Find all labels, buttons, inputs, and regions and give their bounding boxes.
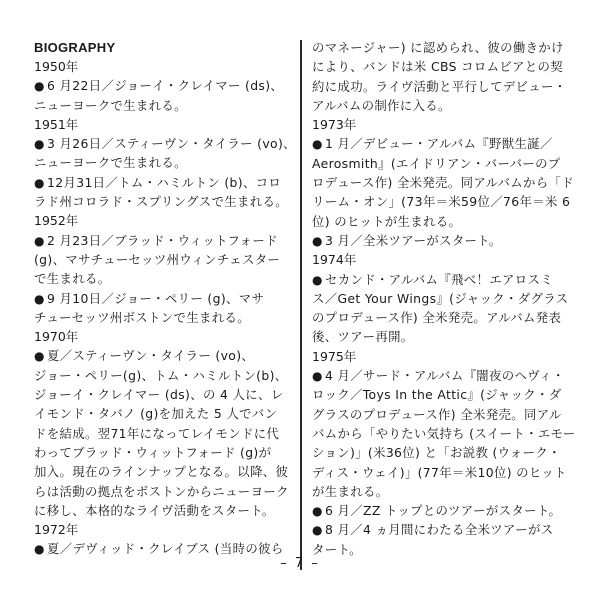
year-heading: 1952年 (34, 213, 79, 229)
entry-text-line: バムから「やりたい気持ち (スイート・エモー (312, 425, 576, 441)
year-heading: 1974年 (312, 252, 357, 268)
entry-line (312, 289, 576, 308)
year-heading: 1972年 (34, 522, 79, 538)
entry-text-line: に移し、本格的なライヴ活動をスタート。 (34, 502, 275, 518)
entry-text-line: リーム・オン」(73年＝米59位／76年＝米 6 (312, 194, 571, 210)
bullet-icon: ● (312, 137, 323, 152)
entry-line (312, 520, 576, 539)
entry-text-line: ロデュース作) 全米発売。同アルバムから「ド (312, 175, 574, 191)
entry-text-line: 約に成功。ライヴ活動と平行してデビュー・ (312, 78, 567, 94)
entry-line (312, 270, 576, 289)
entry-text-line: (g)、マサチューセッツ州ウィンチェスター (34, 251, 281, 267)
year-heading: 1975年 (312, 348, 357, 364)
bullet-icon: ● (34, 137, 45, 152)
entry-text-line: により、バンドは米 CBS コロムビアとの契 (312, 59, 564, 75)
entry-line (34, 231, 296, 250)
bullet-icon: ● (312, 369, 323, 384)
left-column-body (34, 57, 296, 559)
entry-line (34, 443, 296, 462)
entry-text-line: 4 月／サード・アルバム『闇夜のヘヴィ・ (325, 368, 565, 384)
timeline-entry (34, 346, 296, 520)
entry-line (34, 482, 296, 501)
entry-text-line: ニューヨークで生まれる。 (34, 155, 187, 171)
bullet-icon: ● (34, 175, 45, 190)
entry-text-line: ション)」(米36位) と「お説教 (ウォーク・ (312, 445, 561, 461)
entry-text-line: Aerosmith』(エイドリアン・バーバーのプ (312, 155, 561, 171)
entry-text-line: 3 月／全米ツアーがスタート。 (325, 232, 502, 248)
entry-text-line: 位) のヒットが生まれる。 (312, 213, 462, 229)
biography-heading: BIOGRAPHY (34, 40, 116, 55)
entry-line (312, 501, 576, 520)
left-column (34, 38, 296, 559)
entry-line (34, 134, 296, 153)
entry-text-line: のマネージャー) に認められ、彼の働きかけ (312, 40, 564, 55)
bullet-icon: ● (34, 542, 45, 557)
entry-line (312, 212, 576, 231)
entry-text-line: ジョー・ペリー(g)、トム・ハミルトン(b)、 (34, 367, 288, 383)
entry-text-line: 加入。現在のラインナップとなる。以降、彼 (34, 464, 289, 480)
entry-line (312, 173, 576, 192)
entry-text-line: グラスのプロデュース作) 全米発売。同アル (312, 406, 562, 422)
entry-line (34, 346, 296, 365)
timeline-entry (34, 134, 296, 173)
entry-line (312, 96, 576, 115)
entry-text-line: のプロデュース作) 全米発売。アルバム発表 (312, 310, 562, 326)
entry-line (34, 192, 296, 211)
entry-text-line: 夏／デヴィッド・クレイブス (当時の彼ら (47, 541, 284, 557)
entry-text-line: ドを結成。翌71年になってレイモンドに代 (34, 425, 280, 441)
entry-line (34, 76, 296, 95)
entry-line (312, 424, 576, 443)
entry-line (34, 366, 296, 385)
timeline-entry (34, 76, 296, 115)
entry-line (34, 385, 296, 404)
page-number: – 7 – (280, 556, 320, 571)
timeline-entry (312, 520, 576, 559)
entry-text-line: タート。 (312, 541, 362, 557)
bullet-icon: ● (312, 272, 323, 287)
column-divider (300, 40, 302, 570)
right-column (312, 38, 576, 559)
year-heading: 1970年 (34, 329, 79, 345)
entry-text-line: が生まれる。 (312, 483, 389, 499)
entry-line (312, 154, 576, 173)
entry-line (34, 404, 296, 423)
entry-text-line: ニューヨークで生まれる。 (34, 97, 187, 113)
entry-line (312, 231, 576, 250)
entry-line (312, 327, 576, 346)
entry-line (312, 192, 576, 211)
year-heading: 1951年 (34, 116, 79, 132)
entry-text-line: ロック／Toys In the Attic』(ジャック・ダ (312, 387, 562, 403)
entry-text-line: 9 月10日／ジョー・ペリー (g)、マサ (47, 290, 265, 306)
timeline-entry (34, 173, 296, 212)
entry-line (34, 289, 296, 308)
entry-text-line: 12月31日／トム・ハミルトン (b)、コロ (47, 174, 282, 190)
bullet-icon: ● (312, 233, 323, 248)
entry-text-line: わってブラッド・ウィットフォード (g)が (34, 444, 272, 460)
entry-line (34, 96, 296, 115)
entry-line (312, 463, 576, 482)
entry-line (312, 308, 576, 327)
timeline-entry (312, 134, 576, 230)
timeline-entry (34, 231, 296, 289)
bullet-icon: ● (34, 79, 45, 94)
entry-line (34, 269, 296, 288)
entry-text-line: イモンド・タバノ (g)を加えた 5 人でバン (34, 406, 278, 422)
entry-text-line: 6 月／ZZ トップとのツアーがスタート。 (325, 503, 562, 519)
entry-text-line: アルバムの制作に入る。 (312, 97, 451, 113)
entry-line (34, 308, 296, 327)
bullet-icon: ● (312, 523, 323, 538)
entry-text-line: 2 月23日／ブラッド・ウィットフォード (47, 232, 278, 248)
entry-text-line: 後、ツアー再開。 (312, 329, 414, 345)
entry-text-line: 夏／スティーヴン・タイラー (vo)、 (47, 348, 255, 364)
entry-line (312, 57, 576, 76)
timeline-entry (34, 289, 296, 328)
entry-text-line: 6 月22日／ジョーイ・クレイマー (ds)、 (47, 78, 284, 94)
entry-line (34, 501, 296, 520)
entry-line (312, 482, 576, 501)
entry-line (34, 153, 296, 172)
entry-text-line: 8 月／4 ヵ月間にわたる全米ツアーがス (325, 522, 554, 538)
entry-text-line: セカンド・アルバム『飛べ！エアロスミ (325, 271, 553, 287)
entry-text-line: ディス・ウェイ)」(77年＝米10位) のヒット (312, 464, 567, 480)
entry-text-line: チューセッツ州ボストンで生まれる。 (34, 309, 250, 325)
right-column-body (312, 38, 576, 559)
entry-text-line: ラド州コロラド・スプリングスで生まれる。 (34, 194, 288, 210)
entry-line (312, 77, 576, 96)
entry-text-line: ジョーイ・クレイマー (ds)、の 4 人に、レ (34, 387, 284, 403)
entry-line (312, 134, 576, 153)
timeline-entry (312, 231, 576, 250)
entry-text-line: 3 月26日／スティーヴン・タイラー (vo)、 (47, 136, 296, 152)
entry-line (34, 173, 296, 192)
year-heading: 1950年 (34, 59, 79, 74)
entry-line (312, 38, 576, 57)
bullet-icon: ● (312, 504, 323, 519)
entry-text-line: ス／Get Your Wings』(ジャック・ダグラス (312, 290, 569, 306)
year-heading: 1973年 (312, 117, 357, 133)
entry-text-line: らは活動の拠点をボストンからニューヨーク (34, 483, 289, 499)
entry-line (312, 366, 576, 385)
bullet-icon: ● (34, 233, 45, 248)
bullet-icon: ● (34, 291, 45, 306)
bullet-icon: ● (34, 349, 45, 364)
entry-line (34, 250, 296, 269)
entry-line (312, 385, 576, 404)
entry-continuation (312, 38, 576, 115)
entry-line (34, 462, 296, 481)
timeline-entry (312, 501, 576, 520)
timeline-entry (312, 366, 576, 501)
entry-line (34, 424, 296, 443)
entry-line (312, 405, 576, 424)
entry-text-line: で生まれる。 (34, 271, 111, 287)
entry-line (312, 443, 576, 462)
entry-text-line: 1 月／デビュー・アルバム『野獣生誕／ (325, 136, 553, 152)
timeline-entry (312, 270, 576, 347)
